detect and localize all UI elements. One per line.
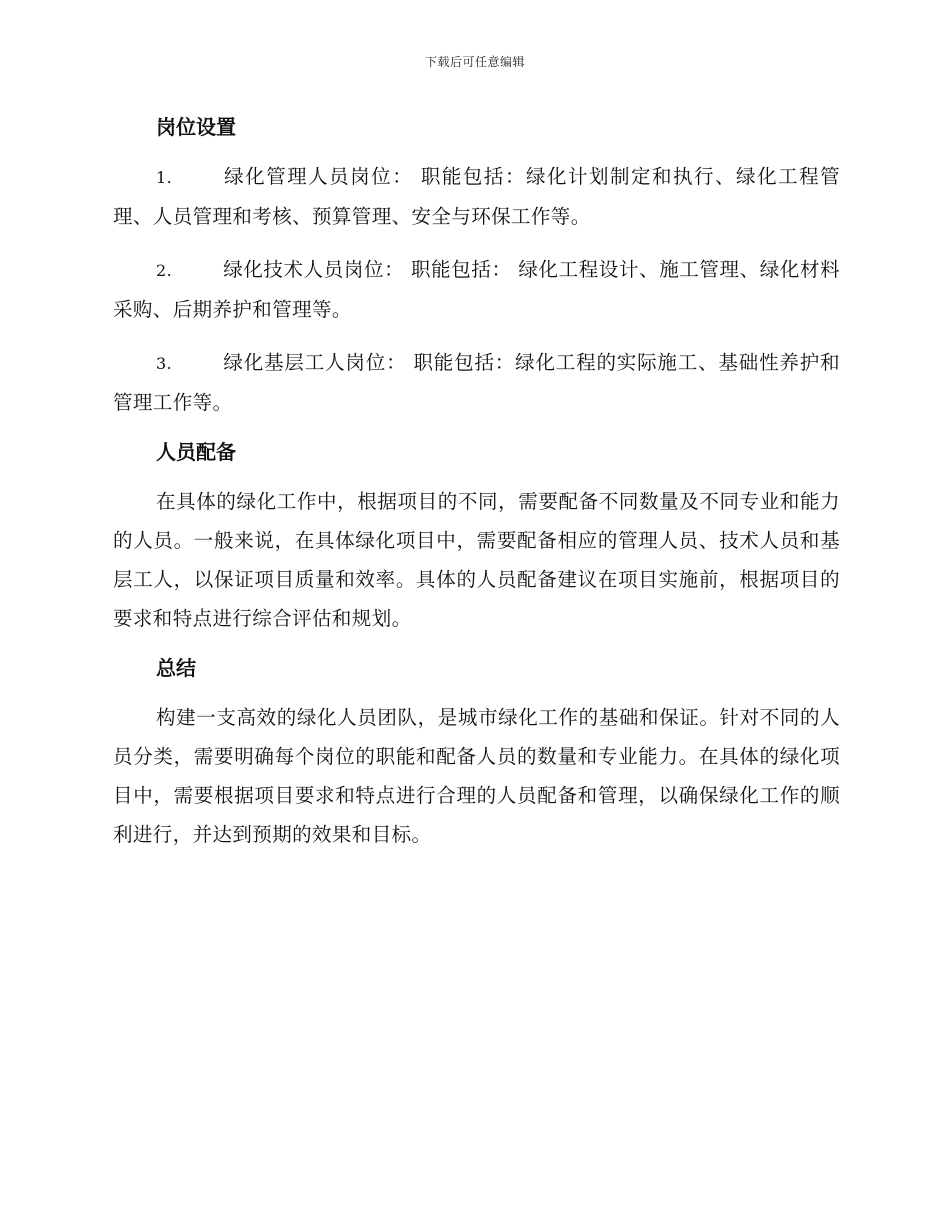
list-number: 1. bbox=[156, 168, 173, 187]
list-number: 3. bbox=[156, 354, 173, 373]
list-item-3 bbox=[113, 343, 840, 422]
section-heading-summary: 总结 bbox=[156, 656, 196, 680]
section-heading-staffing: 人员配备 bbox=[156, 440, 236, 464]
summary-paragraph: 构建一支高效的绿化人员团队，是城市绿化工作的基础和保证。针对不同的人员分类，需要明确每个岗位的职能和配备人员的数量和专业能力。在具体的绿化项目中，需要根据项目要求和特点进行合理的人员配备和管理，以确保绿化工作的顺利进行，并达到预期的效果和目标。 bbox=[113, 706, 840, 846]
list-number: 2. bbox=[156, 261, 173, 280]
list-item-text: 绿化基层工人岗位： 职能包括：绿化工程的实际施工、基础性养护和管理工作等。 bbox=[113, 351, 840, 414]
section-heading-positions: 岗位设置 bbox=[156, 115, 236, 139]
list-item-text: 绿化管理人员岗位： 职能包括：绿化计划制定和执行、绿化工程管理、人员管理和考核、预算管理、安全与环保工作等。 bbox=[113, 165, 840, 228]
staffing-paragraph: 在具体的绿化工作中，根据项目的不同，需要配备不同数量及不同专业和能力的人员。一般来说，在具体绿化项目中，需要配备相应的管理人员、技术人员和基层工人，以保证项目质量和效率。具体的人员配备建议在项目实施前，根据项目的要求和特点进行综合评估和规划。 bbox=[113, 490, 840, 630]
list-item-text: 绿化技术人员岗位： 职能包括： 绿化工程设计、施工管理、绿化材料采购、后期养护和管理等。 bbox=[113, 258, 840, 321]
list-item-2 bbox=[113, 250, 840, 329]
list-item-1 bbox=[113, 157, 840, 236]
header-note: 下载后可任意编辑 bbox=[424, 55, 525, 69]
document-body bbox=[113, 111, 840, 868]
